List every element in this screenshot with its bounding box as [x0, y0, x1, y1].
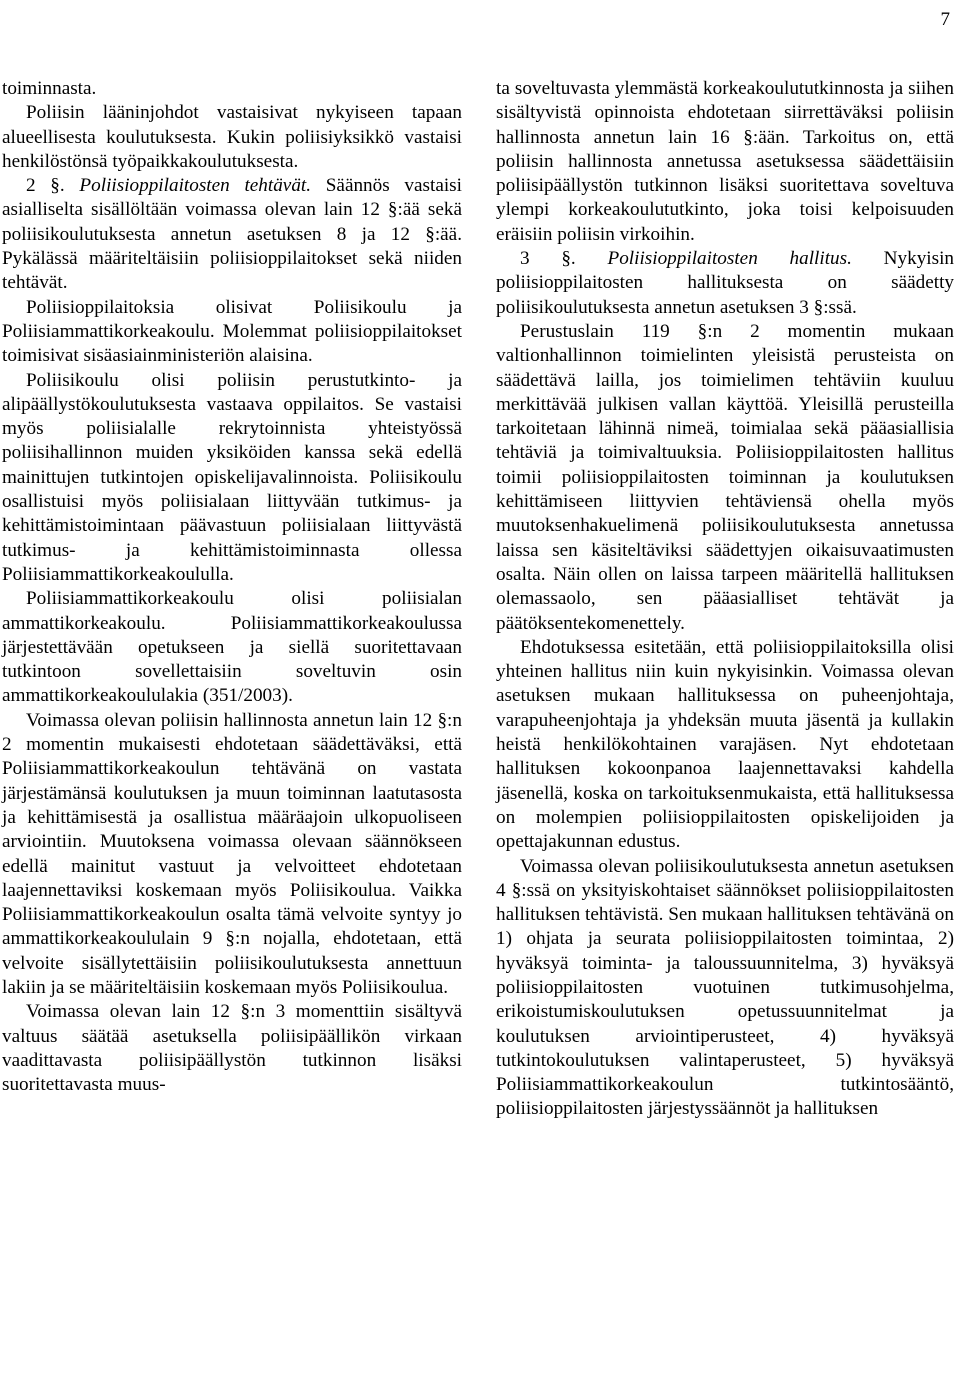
body-paragraph: Poliisiammattikorkeakoulu olisi poliisialan ammattikorkeakoulu. Poliisiammattikorkeakoulussa järjestettävään opetukseen ja siellä suoritettavaan tutkintoon sovellettaisiin soveltuvin osin ammattikorkeakoululakia (351/2003).	[2, 588, 462, 707]
body-paragraph: Poliisioppilaitoksia olisivat Poliisikoulu ja Poliisiammattikorkeakoulu. Molemmat poliisioppilaitokset toimisivat sisäasiainministeriön alaisina.	[2, 296, 462, 367]
section-text: Nykyisin poliisioppilaitosten hallituksesta on säädetty poliisikoulutuksesta annetun asetuksen 3 §:ssä.	[496, 248, 955, 318]
body-paragraph: Perustuslain 119 §:n 2 momentin mukaan valtionhallinnon toimielinten yleisistä perusteista on säädettävä lailla, jos toimielimen tehtäviin kuuluu merkittävää julkisen vallan käyttöä. Yleisillä perusteilla tarkoitetaan lähinnä nimeä, toimialaa sekä pääasiallisia tehtäviä ja toimivaltuuksia. Poliisioppilaitosten hallitus toimii poliisioppilaitosten toiminnan ja koulutuksen kehittämiseen liittyvien tehtäviensä ohella myös muutoksenhakuelimenä poliisikoulutuksesta annetussa laissa sen käsiteltäviksi säädettyjen oikaisuvaatimusten osalta. Näin ollen on laissa tarpeen määritellä hallituksen olemassaolo, sen pääasialliset tehtävät ja päätöksentekomenettely.	[496, 320, 954, 634]
section-heading: Poliisioppilaitosten tehtävät.	[79, 175, 312, 197]
body-paragraph	[496, 247, 954, 320]
body-paragraph: Ehdotuksessa esitetään, että poliisioppilaitoksilla olisi yhteinen hallitus niin kuin nykyisinkin. Voimassa olevan asetuksen mukaan hallituksessa on puheenjohtaja, varapuheenjohtaja ja yhdeksän muuta jäsentä ja kullakin heistä henkilökohtainen varajäsen. Nyt ehdotetaan hallituksen kokoonpanoa laajennettavaksi kahdella jäsenellä, koska on tarkoituksenmukaista, että hallituksessa on molempien poliisioppilaitosten opiskelijoiden ja opettajakunnan edustus.	[496, 636, 954, 853]
body-paragraph	[2, 174, 462, 295]
body-paragraph: Voimassa olevan poliisin hallinnosta annetun lain 12 §:n 2 momentin mukaisesti ehdotetaan säädettäväksi, että Poliisiammattikorkeakoulun tehtävänä on vastata järjestämänsä koulutuksen ja muun toiminnan laatutasosta ja kehittämisestä ja osallistua määräajoin ulkopuoliseen arviointiin. Muutoksena voimassa olevaan säännökseen edellä mainitut vastuut ja velvoitteet ehdotetaan laajennettaviksi koskemaan myös Poliisikoulua. Vaikka Poliisiammattikorkeakoulun osalta tämä velvoite syntyy jo ammattikorkeakoululain 9 §:n nojalla, ehdotetaan, että velvoite sisällytettäisiin poliisikoulutuksesta annettuun lakiin ja se määriteltäisiin koskemaan myös Poliisikoulua.	[2, 709, 462, 998]
page-number: 7	[940, 9, 950, 30]
section-heading: Poliisioppilaitosten hallitus.	[607, 248, 852, 270]
section-number: 3 §.	[520, 248, 576, 270]
section-text: Säännös vastaisi asialliselta sisällöltään voimassa olevan lain 12 §:ää sekä poliisikoulutuksesta annetun asetuksen 8 ja 12 §:ää. Pykälässä määriteltäisiin poliisioppilaitokset sekä niiden tehtävät.	[2, 175, 462, 294]
body-paragraph: Voimassa olevan lain 12 §:n 3 momenttiin sisältyvä valtuus säätää asetuksella poliisipäällikön virkaan vaadittavasta poliisipäällystön tutkinnon lisäksi suoritettavasta muus-	[2, 1001, 462, 1096]
body-paragraph: Poliisikoulu olisi poliisin perustutkinto- ja alipäällystökoulutuksesta vastaava oppilaitos. Se vastaisi myös poliisialalle rekrytoinnista yhteistyössä poliisihallinnon muiden yksiköiden kanssa sekä edellä mainittujen tutkintojen opiskelijavalinnoista. Poliisikoulu osallistuisi myös poliisialaan liittyvään tutkimus- ja kehittämistoimintaan päävastuun poliisialaan liittyvästä tutkimus- ja kehittämistoiminnasta ollessa Poliisiammattikorkeakoululla.	[2, 369, 462, 585]
right-column	[496, 77, 954, 1122]
body-paragraph: Voimassa olevan poliisikoulutuksesta annetun asetuksen 4 §:ssä on yksityiskohtaiset säännökset poliisioppilaitosten hallituksen tehtävistä. Sen mukaan hallituksen tehtävänä on 1) ohjata ja seurata poliisioppilaitosten toimintaa, 2) hyväksyä toiminta- ja taloussuunnitelma, 3) hyväksyä poliisioppilaitosten vuotuinen tutkimusohjelma, erikoistumiskoulutuksen opetussuunnitelmat ja koulutuksen arviointiperusteet, 4) hyväksyä tutkintokoulutuksen valintaperusteet, 5) hyväksyä Poliisiammattikorkeakoulun tutkintosääntö, poliisioppilaitosten järjestyssäännöt ja hallituksen	[496, 855, 954, 1120]
body-paragraph: ta soveltuvasta ylemmästä korkeakoulututkinnosta ja siihen sisältyvistä opinnoista ehdotetaan siirrettäväksi poliisin hallinnosta annetun lain 16 §:ään. Tarkoitus on, että poliisin hallinnosta annetussa asetuksessa säädettäisiin poliisipäällystön tutkinnon lisäksi suoritettava soveltuva ylempi korkeakoulututkinto, joka toisi kelpoisuuden eräisiin poliisin virkoihin.	[496, 78, 954, 245]
body-paragraph: Poliisin lääninjohdot vastaisivat nykyiseen tapaan alueellisesta koulutuksesta. Kukin poliisiyksikkö vastaisi henkilöstönsä työpaikkakoulutuksesta.	[2, 102, 462, 172]
left-column	[2, 77, 462, 1097]
body-paragraph: toiminnasta.	[2, 78, 97, 99]
section-number: 2 §.	[26, 175, 65, 197]
